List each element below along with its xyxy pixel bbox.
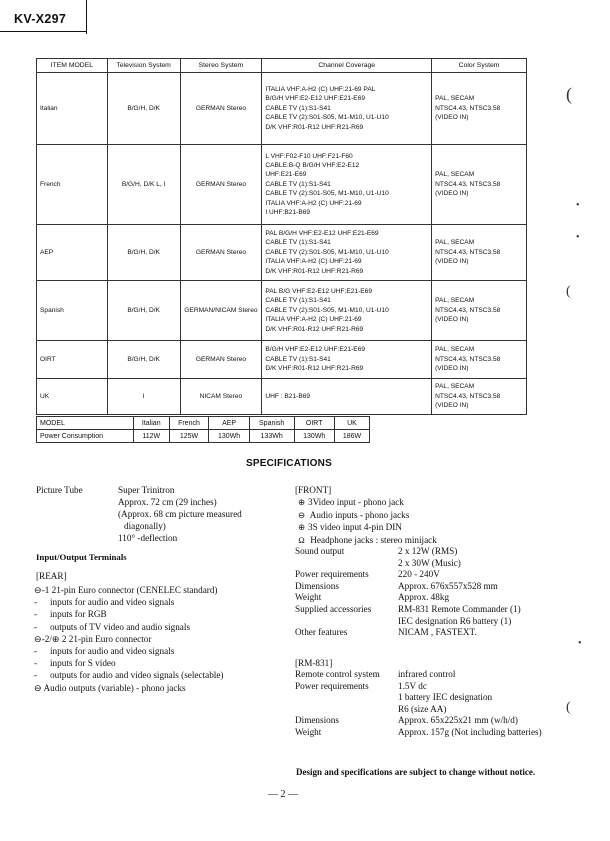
- color-system-line: (VIDEO IN): [435, 114, 469, 122]
- coverage-line: CABLE TV (1):S1-S41: [265, 297, 331, 305]
- spec-label: Other features: [295, 627, 348, 638]
- picture-tube-values: [118, 484, 242, 544]
- systems-row: [37, 341, 527, 379]
- color-system-cell: [432, 281, 527, 341]
- item-model-cell: OIRT: [37, 341, 108, 379]
- coverage-line: ITALIA VHF:A-H2 (C) UHF:21-69: [265, 258, 362, 266]
- page-number: — 2 —: [268, 789, 298, 800]
- spec-label: Weight: [295, 592, 322, 603]
- scan-mark: •: [576, 232, 580, 243]
- color-system-line: (VIDEO IN): [435, 190, 469, 198]
- front-title: [FRONT]: [295, 485, 332, 495]
- spec-label: Power requirements: [295, 569, 369, 580]
- coverage-line: D/K VHF:R01-R12 UHF:R21-R69: [265, 325, 364, 333]
- coverage-line: D/K VHF:R01-R12 UHF:R21-R69: [265, 267, 364, 275]
- coverage-line: I UHF:B21-B69: [265, 209, 311, 217]
- remote-value: 1 battery IEC designation: [398, 692, 493, 703]
- color-system-cell: [432, 379, 527, 415]
- spec-label: Sound output: [295, 546, 345, 556]
- coverage-line: CABLE:B-Q B/G/H VHF:E2-E12: [265, 161, 360, 169]
- color-system-line: NTSC4.43, NTSC3.58: [435, 355, 501, 363]
- model-number: KV-X297: [14, 12, 67, 26]
- power-value-cell: 125W: [169, 430, 209, 443]
- coverage-line: CABLE TV (2):S01-S05, M1-M10, U1-U10: [265, 190, 389, 198]
- front-item: Ω Headphone jacks : stereo minijack: [295, 534, 437, 547]
- scan-mark: (: [566, 84, 572, 104]
- coverage-line: PAL B/G VHF:E2-E12 UHF:E21-E69: [265, 287, 372, 295]
- remote-value: Approx. 65x225x21 mm (w/h/d): [398, 715, 518, 726]
- stereo-system-cell: GERMAN Stereo: [180, 225, 262, 281]
- stereo-system-cell: GERMAN Stereo: [180, 341, 262, 379]
- rear-item: - outputs of TV video and audio signals: [34, 621, 191, 632]
- rear-item: ⊖ Audio outputs (variable) - phono jacks: [34, 682, 186, 693]
- color-system-cell: [432, 73, 527, 145]
- video-input-icon: ⊕: [297, 497, 306, 507]
- scart-icon: ⊖-1: [34, 585, 50, 595]
- s-video-icon: ⊕: [297, 522, 306, 532]
- header-underline: [0, 31, 87, 32]
- color-system-line: PAL, SECAM: [435, 239, 475, 247]
- coverage-line: UHF:E21-E69: [265, 171, 307, 179]
- stereo-system-cell: GERMAN Stereo: [180, 73, 262, 145]
- spec-value: 2 x 30W (Music): [398, 557, 461, 568]
- power-model-cell: Spanish: [249, 417, 294, 430]
- remote-label: Power requirements: [295, 680, 369, 691]
- item-model-cell: UK: [37, 379, 108, 415]
- coverage-line: ITALIA VHF:A-H2 (C) UHF:21-69 PAL: [265, 85, 376, 93]
- remote-label: Remote control system: [295, 669, 380, 679]
- picture-tube-line: diagonally): [124, 521, 166, 531]
- audio-output-icon: ⊖: [34, 682, 42, 693]
- remote-label: Dimensions: [295, 715, 339, 726]
- rear-item: - inputs for RGB: [34, 609, 107, 620]
- tv-system-cell: B/G/H, D/K L, I: [107, 145, 180, 225]
- picture-tube-label: Picture Tube: [36, 485, 83, 495]
- power-consumption-label: Power Consumption: [37, 430, 134, 443]
- color-system-cell: [432, 225, 527, 281]
- front-item: ⊕ 3Video input - phono jack: [295, 496, 437, 509]
- remote-value: infrared control: [398, 669, 456, 679]
- model-header: [14, 10, 66, 28]
- rear-item: - inputs for S video: [34, 658, 116, 669]
- stereo-system-cell: GERMAN Stereo: [180, 145, 262, 225]
- remote-value: Approx. 157g (Not including batteries): [398, 726, 542, 737]
- spec-value: NICAM , FASTEXT.: [398, 627, 477, 638]
- systems-table: [36, 58, 527, 415]
- spec-value: 220 - 240V: [398, 569, 440, 580]
- power-model-cell: French: [169, 417, 209, 430]
- power-model-cell: Italian: [133, 417, 169, 430]
- rear-item: - inputs for audio and video signals: [34, 597, 175, 608]
- channel-coverage-cell: [262, 341, 432, 379]
- item-model-cell: Italian: [37, 73, 108, 145]
- picture-tube-line: 110° -deflection: [118, 533, 178, 543]
- tv-system-cell: B/G/H, D/K: [107, 225, 180, 281]
- col-header-item-model: ITEM MODEL: [37, 59, 108, 73]
- col-header-color-system: Color System: [432, 59, 527, 73]
- power-value-cell: 130Wh: [294, 430, 334, 443]
- coverage-line: L VHF:F02-F10 UHF:F21-F60: [265, 152, 353, 160]
- power-table: [36, 416, 370, 443]
- rear-item: ⊖-1 21-pin Euro connector (CENELEC standard): [34, 585, 218, 595]
- color-system-line: (VIDEO IN): [435, 316, 469, 324]
- spec-value: 2 x 12W (RMS): [398, 546, 458, 556]
- power-consumption-row: [37, 430, 370, 443]
- channel-coverage-cell: [262, 281, 432, 341]
- tv-system-cell: B/G/H, D/K: [107, 341, 180, 379]
- coverage-line: PAL B/G/H VHF:E2-E12 UHF:E21-E69: [265, 229, 379, 237]
- coverage-line: CABLE TV (1):S1-S41: [265, 239, 331, 247]
- io-terminals-title: Input/Output Terminals: [36, 552, 127, 562]
- color-system-line: NTSC4.43, NTSC3.58: [435, 104, 501, 112]
- power-value-cell: 133Wh: [249, 430, 294, 443]
- systems-row: [37, 73, 527, 145]
- color-system-line: PAL, SECAM: [435, 171, 475, 179]
- power-value-cell: 130Wh: [209, 430, 249, 443]
- power-model-cell: AEP: [209, 417, 249, 430]
- tv-system-cell: B/G/H, D/K: [107, 281, 180, 341]
- remote-value: R6 (size AA): [398, 703, 447, 714]
- coverage-line: CABLE TV (2):S01-S05, M1-M10, U1-U10: [265, 114, 389, 122]
- col-header-channel-coverage: Channel Coverage: [262, 59, 432, 73]
- systems-row: [37, 225, 527, 281]
- coverage-line: CABLE TV (1):S1-S41: [265, 355, 331, 363]
- spec-value: IEC designation R6 battery (1): [398, 615, 512, 626]
- spec-label: Supplied accessories: [295, 603, 372, 614]
- coverage-line: ITALIA VHF:A-H2 (C) UHF:21-69: [265, 199, 362, 207]
- power-model-label: MODEL: [37, 417, 134, 430]
- main-specs-values: [398, 546, 521, 639]
- picture-tube-line: Approx. 72 cm (29 inches): [118, 497, 217, 507]
- specifications-title: SPECIFICATIONS: [246, 458, 332, 469]
- rear-title: [REAR]: [36, 571, 67, 581]
- color-system-cell: [432, 145, 527, 225]
- coverage-line: UHF : B21-B69: [265, 392, 311, 400]
- power-value-cell: 186W: [334, 430, 369, 443]
- coverage-line: B/G/H VHF:E2-E12 UHF:E21-E69: [265, 346, 366, 354]
- scart-icon: ⊖-2/⊕: [34, 633, 60, 644]
- col-header-stereo-system: Stereo System: [180, 59, 262, 73]
- rear-item: - outputs for audio and video signals (selectable): [34, 670, 224, 681]
- systems-body: [37, 73, 527, 415]
- channel-coverage-cell: [262, 379, 432, 415]
- coverage-line: CABLE TV (1):S1-S41: [265, 104, 331, 112]
- remote-title: [RM-831]: [295, 658, 333, 668]
- item-model-cell: AEP: [37, 225, 108, 281]
- coverage-line: D/K VHF:R01-R12 UHF:R21-R69: [265, 123, 364, 131]
- picture-tube-line: (Approx. 68 cm picture measured: [118, 509, 242, 519]
- coverage-line: B/G/H VHF:E2-E12 UHF:E21-E69: [265, 95, 366, 103]
- scan-mark: (: [566, 700, 571, 715]
- color-system-line: PAL, SECAM: [435, 383, 475, 391]
- item-model-cell: Spanish: [37, 281, 108, 341]
- tv-system-cell: B/G/H, D/K: [107, 73, 180, 145]
- remote-value: 1.5V dc: [398, 680, 427, 691]
- rear-item: ⊖-2/⊕ 2 21-pin Euro connector: [34, 633, 152, 644]
- power-model-cell: UK: [334, 417, 369, 430]
- picture-tube-line: Super Trinitron: [118, 485, 175, 495]
- channel-coverage-cell: [262, 145, 432, 225]
- audio-input-icon: ⊖: [297, 509, 306, 520]
- stereo-system-cell: NICAM Stereo: [180, 379, 262, 415]
- main-specs-labels: [295, 546, 371, 639]
- color-system-line: NTSC4.43, NTSC3.58: [435, 306, 501, 314]
- color-system-line: NTSC4.43, NTSC3.58: [435, 248, 501, 256]
- systems-header-row: [37, 59, 527, 73]
- header-divider: [86, 0, 87, 34]
- spec-value: RM-831 Remote Commander (1): [398, 603, 521, 614]
- color-system-line: (VIDEO IN): [435, 365, 469, 373]
- channel-coverage-cell: [262, 225, 432, 281]
- coverage-line: CABLE TV (2):S01-S05, M1-M10, U1-U10: [265, 248, 389, 256]
- coverage-line: CABLE TV (1):S1-S41: [265, 180, 331, 188]
- front-list: [295, 496, 437, 546]
- col-header-tv-system: Television System: [107, 59, 180, 73]
- front-item: ⊖ Audio inputs - phono jacks: [295, 509, 437, 522]
- scan-mark: (: [566, 284, 571, 299]
- color-system-cell: [432, 341, 527, 379]
- power-model-row: [37, 417, 370, 430]
- color-system-line: (VIDEO IN): [435, 402, 469, 410]
- stereo-system-cell: GERMAN/NICAM Stereo: [180, 281, 262, 341]
- power-value-cell: 112W: [133, 430, 169, 443]
- systems-row: [37, 379, 527, 415]
- power-model-cell: OIRT: [294, 417, 334, 430]
- rear-list: [34, 584, 224, 694]
- remote-values: [398, 669, 542, 739]
- spec-label: Dimensions: [295, 580, 339, 591]
- systems-row: [37, 281, 527, 341]
- headphone-icon: Ω: [298, 534, 305, 545]
- color-system-line: NTSC4.43, NTSC3.58: [435, 180, 501, 188]
- scan-mark: •: [578, 638, 582, 649]
- spec-value: Approx. 48kg: [398, 592, 450, 603]
- front-item: ⊕ 3S video input 4-pin DIN: [295, 521, 437, 534]
- color-system-line: (VIDEO IN): [435, 258, 469, 266]
- coverage-line: CABLE TV (2):S01-S05, M1-M10, U1-U10: [265, 306, 389, 314]
- color-system-line: PAL, SECAM: [435, 95, 475, 103]
- color-system-line: NTSC4.43, NTSC3.58: [435, 392, 501, 400]
- rear-item: - inputs for audio and video signals: [34, 646, 175, 657]
- scan-mark: •: [576, 200, 580, 211]
- remote-labels: [295, 669, 380, 739]
- systems-row: [37, 145, 527, 225]
- channel-coverage-cell: [262, 73, 432, 145]
- specifications-notice: Design and specifications are subject to change without notice.: [296, 767, 536, 777]
- coverage-line: ITALIA VHF:A-H2 (C) UHF:21-69: [265, 316, 362, 324]
- color-system-line: PAL, SECAM: [435, 346, 475, 354]
- coverage-line: D/K VHF:R01-R12 UHF:R21-R69: [265, 365, 364, 373]
- color-system-line: PAL, SECAM: [435, 297, 475, 305]
- item-model-cell: French: [37, 145, 108, 225]
- remote-label: Weight: [295, 726, 322, 737]
- tv-system-cell: I: [107, 379, 180, 415]
- spec-value: Approx. 676x557x528 mm: [398, 580, 498, 591]
